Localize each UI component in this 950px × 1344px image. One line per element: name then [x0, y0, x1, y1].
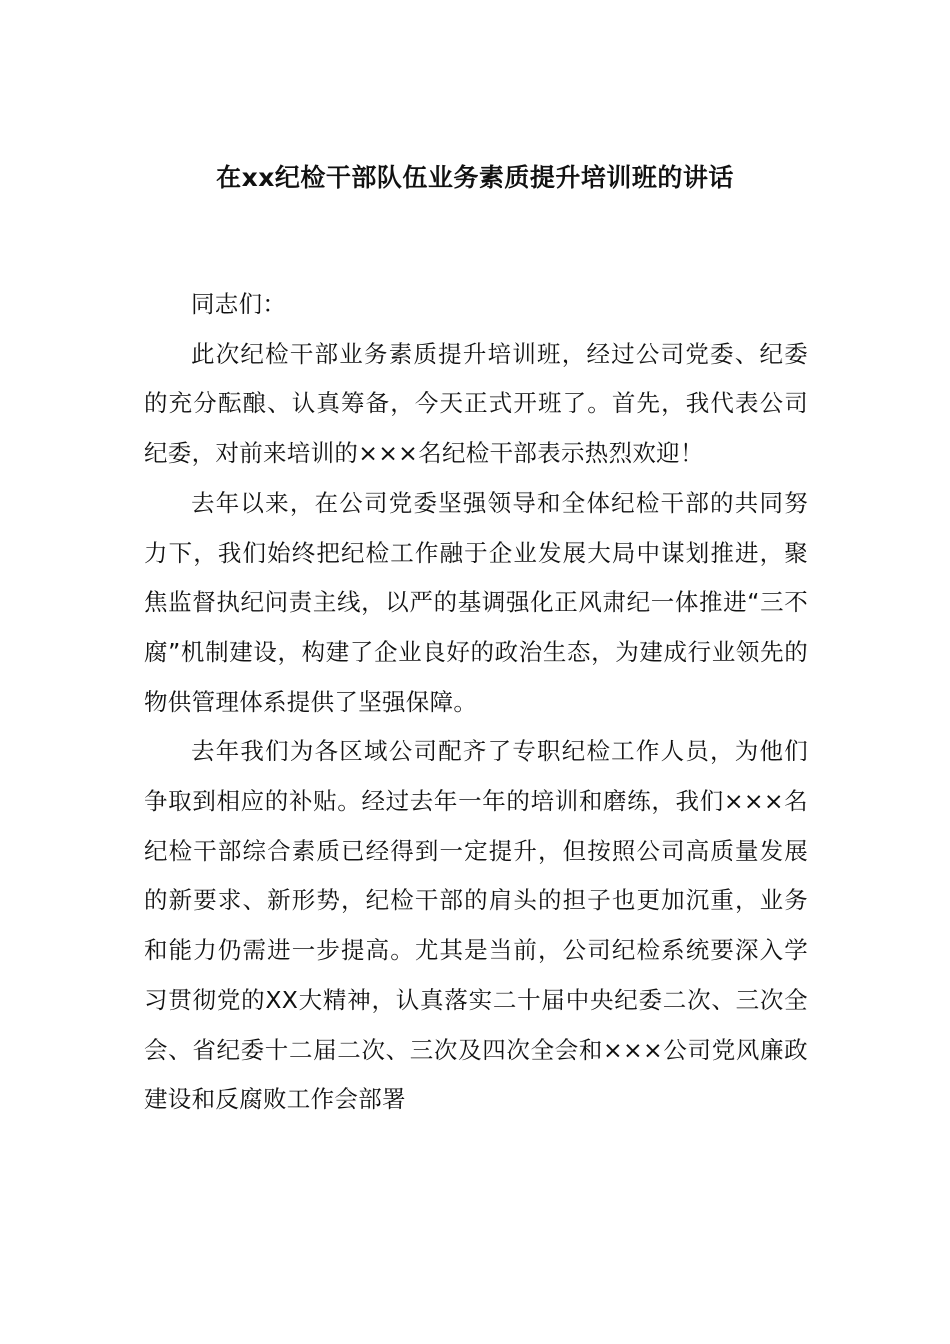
document-body — [144, 280, 808, 1125]
paragraph: 此次纪检干部业务素质提升培训班，经过公司党委、纪委的充分酝酿、认真筹备，今天正式开班了。首先，我代表公司纪委，对前来培训的×××名纪检干部表示热烈欢迎！ — [144, 339, 808, 468]
paragraph: 去年以来，在公司党委坚强领导和全体纪检干部的共同努力下，我们始终把纪检工作融于企业发展大局中谋划推进，聚焦监督执纪问责主线，以严的基调强化正风肃纪一体推进“三不腐”机制建设，构建了企业良好的政治生态，为建成行业领先的物供管理体系提供了坚强保障。 — [144, 488, 808, 716]
paragraph: 去年我们为各区域公司配齐了专职纪检工作人员，为他们争取到相应的补贴。经过去年一年的培训和磨练，我们×××名纪检干部综合素质已经得到一定提升，但按照公司高质量发展的新要求、新形势，纪检干部的肩头的担子也更加沉重，业务和能力仍需进一步提高。尤其是当前，公司纪检系统要深入学习贯彻党的XX大精神，认真落实二十届中央纪委二次、三次全会、省纪委十二届二次、三次及四次全会和×××公司党风廉政建设和反腐败工作会部署 — [144, 737, 808, 1114]
greeting: 同志们： — [191, 290, 287, 318]
document-title: 在xx纪检干部队伍业务素质提升培训班的讲话 — [216, 163, 734, 192]
